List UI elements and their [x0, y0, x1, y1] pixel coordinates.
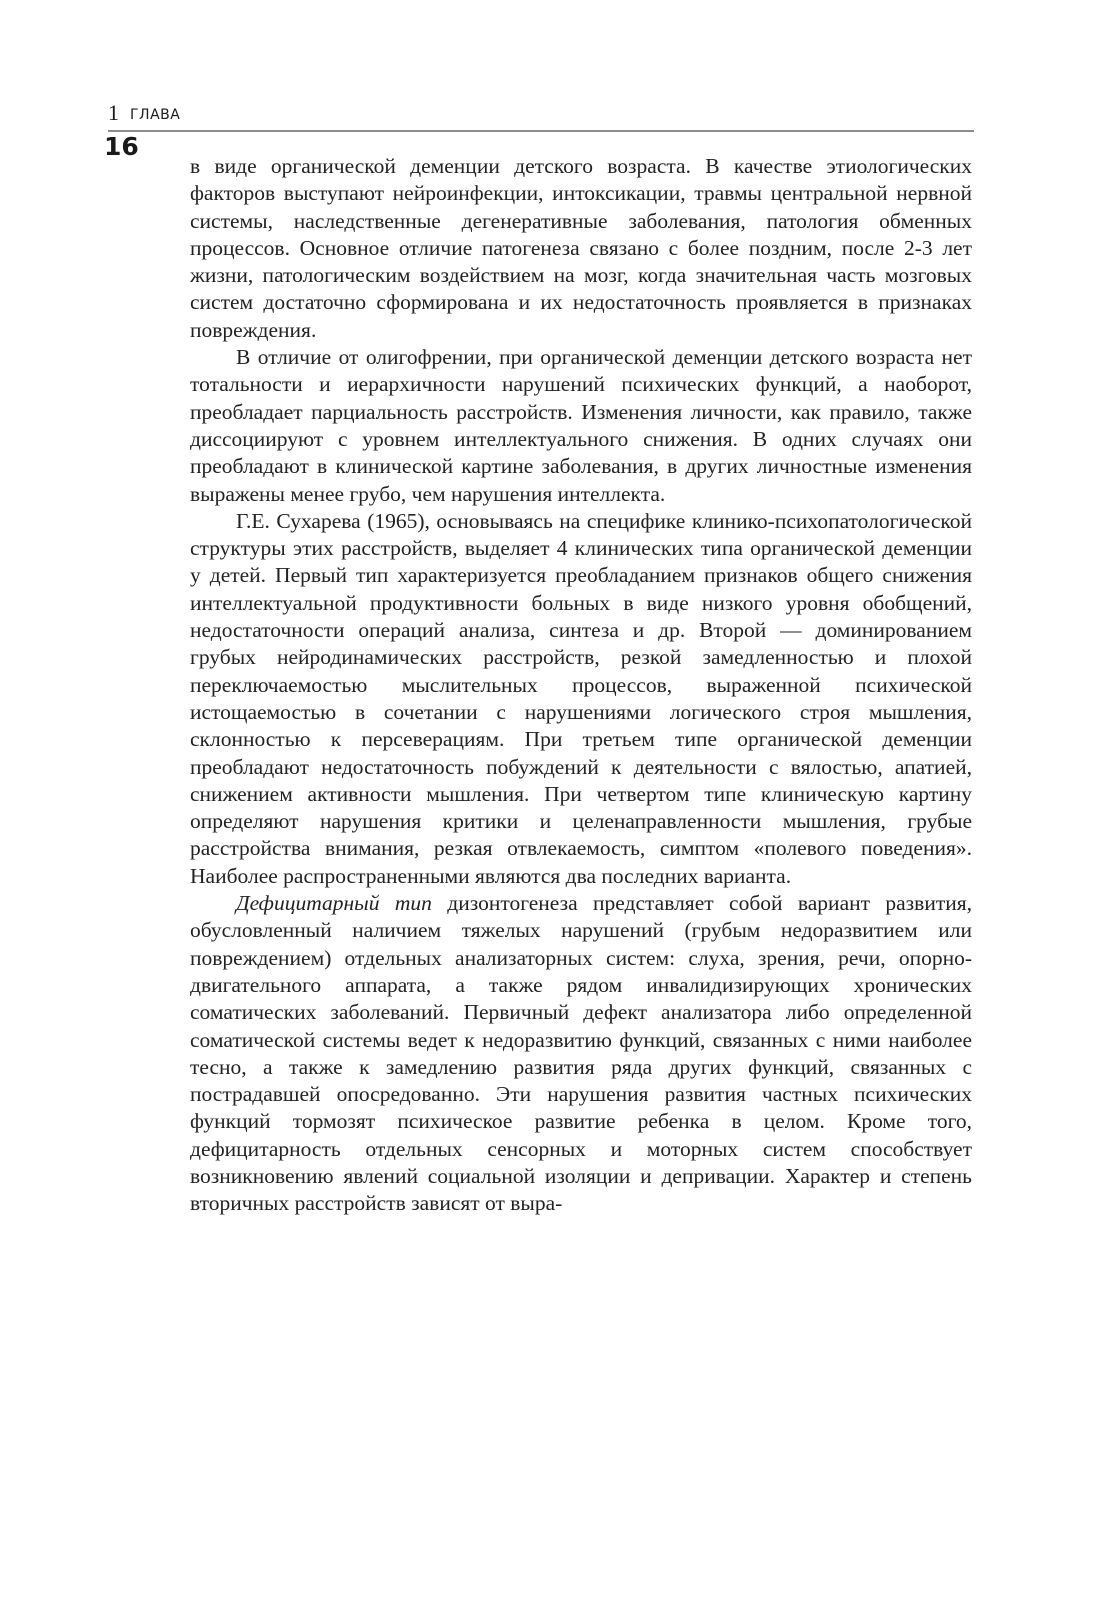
running-header: [108, 100, 974, 132]
paragraph-3: Г.Е. Сухарева (1965), основываясь на специфике клинико-психопатологической структуры этих расстройств, выделяет 4 клинических типа органической деменции у детей. Первый тип характеризуется преобладанием признаков общего снижения интеллектуальной продуктивности больных в виде низкого уровня обобщений, недостаточности операций анализа, синтеза и др. Второй — доминированием грубых нейродинамических расстройств, резкой замедленностью и плохой переключаемостью мыслительных процессов, выраженной психической истощаемостью в сочетании с нарушениями логического строя мышления, склонностью к персеверациям. При третьем типе органической деменции преобладают недостаточность побуждений к деятельности с вялостью, апатией, снижением активности мышления. При четвертом типе клиническую картину определяют нарушения критики и целенаправленности мышления, грубые расстройства внимания, резкая отвлекаемость, симптом «полевого поведения». Наиболее распространенными являются два последних варианта.: [190, 508, 972, 888]
paragraph-1: в виде органической деменции детского возраста. В качестве этиологических факторов выступают нейроинфекции, интоксикации, травмы центральной нервной системы, наследственные дегенеративные заболевания, патология обменных процессов. Основное отличие патогенеза связано с более поздним, после 2-3 лет жизни, патологическим воздействием на мозг, когда значительная часть мозговых систем достаточно сформирована и их недостаточность проявляется в признаках повреждения.: [190, 154, 972, 342]
paragraph-4: [190, 890, 972, 1218]
paragraph-2: В отличие от олигофрении, при органической деменции детского возраста нет тотальности и иерархичности нарушений психических функций, а наоборот, преобладает парциальность расстройств. Изменения личности, как правило, также диссоциируют с уровнем интеллектуального снижения. В одних случаях они преобладают в клинической картине заболевания, в других личностные изменения выражены менее грубо, чем нарушения интеллекта.: [190, 345, 972, 506]
paragraph-4-text: дизонтогенеза представляет собой вариант развития, обусловленный наличием тяжелых нарушений (грубым недоразвитием или повреждением) отдельных анализаторных систем: слуха, зрения, речи, опорно-двигательного аппарата, а также рядом инвалидизирующих хронических соматических заболеваний. Первичный дефект анализатора либо определенной соматической системы ведет к недоразвитию функций, связанных с ними наиболее тесно, а также к замедлению развития ряда других функций, связанных с пострадавшей опосредованно. Эти нарушения развития частных психических функций тормозят психическое развитие ребенка в целом. Кроме того, дефицитарность отдельных сенсорных и моторных систем способствует возникновению явлений социальной изоляции и депривации. Характер и степень вторичных расстройств зависят от выра-: [190, 891, 973, 1216]
term-deficit-type: Дефицитарный тип: [236, 891, 432, 916]
body-text: [190, 153, 972, 1218]
page-number: 16: [104, 132, 139, 161]
chapter-label: ГЛАВА: [130, 107, 181, 123]
chapter-number: 1: [108, 100, 119, 125]
